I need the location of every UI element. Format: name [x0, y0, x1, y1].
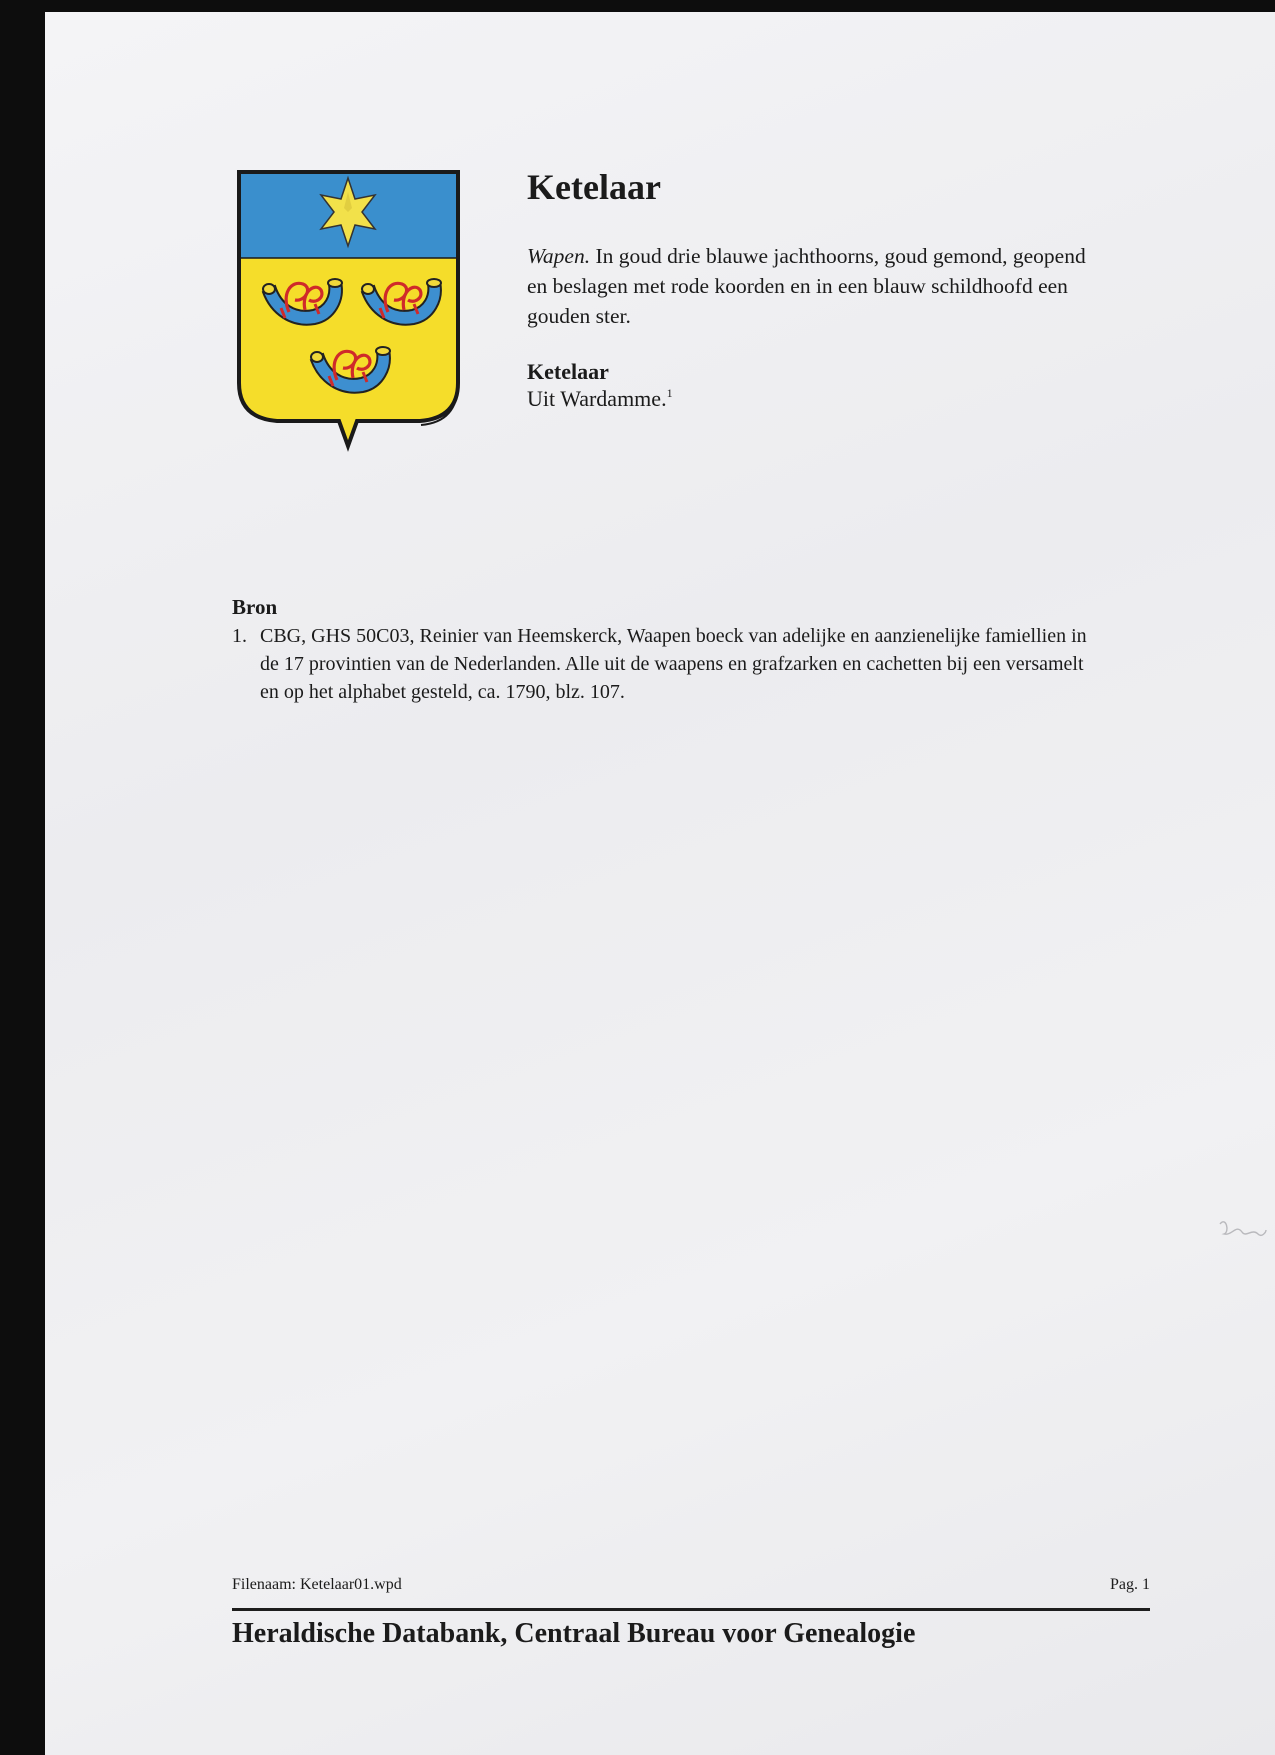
scan-top-border: [0, 0, 1275, 12]
family-name: Ketelaar: [527, 359, 609, 384]
sources-heading: Bron: [232, 595, 278, 619]
family-origin-text: Uit Wardamme.: [527, 386, 667, 411]
footer-organization: Heraldische Databank, Centraal Bureau voor Genealogie: [232, 1618, 916, 1649]
blazon-label: Wapen.: [527, 244, 591, 268]
footnote-marker: 1: [666, 386, 673, 400]
family-origin: [527, 386, 673, 412]
blazon-text: [527, 241, 1107, 331]
page-title: Ketelaar: [527, 167, 661, 207]
source-list-item: [232, 622, 1102, 706]
coat-of-arms-shield: [235, 168, 462, 452]
source-number: 1.: [232, 625, 247, 647]
footer-filename: Filenaam: Ketelaar01.wpd: [232, 1576, 402, 1593]
pencil-mark: [1218, 1210, 1268, 1250]
blazon-description: In goud drie blauwe jachthoorns, goud gemond, geopend en beslagen met rode koorden en in een blauw schildhoofd een gouden ster.: [527, 244, 1086, 328]
footer-divider: [232, 1608, 1150, 1611]
footer-page-number: Pag. 1: [1110, 1576, 1150, 1593]
source-citation: CBG, GHS 50C03, Reinier van Heemskerck, Waapen boeck van adelijke en aanzienelijke famiellien in de 17 provintien van de Nederlanden. Alle uit de waapens en grafzarken en cachetten bij een versamelt en op het alphabet gesteld, ca. 1790, blz. 107.: [260, 625, 1087, 703]
